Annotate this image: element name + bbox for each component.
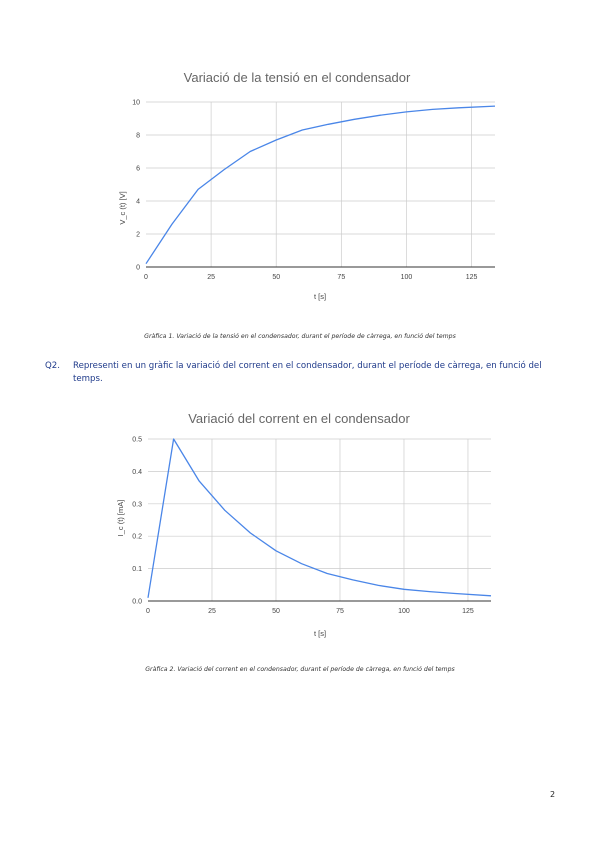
- voltage-chart-svg: [0, 60, 600, 310]
- chart-title: Variació del corrent en el condensador: [188, 411, 410, 426]
- y-tick-label: 0.3: [132, 501, 142, 509]
- caption-chart-2: Gràfica 2. Variació del corrent en el condensador, durant el període de càrrega, en funció del temps: [145, 666, 455, 673]
- x-tick-label: 0: [146, 608, 150, 615]
- x-tick-label: 25: [208, 608, 216, 615]
- x-tick-label: 25: [207, 274, 216, 281]
- y-tick-label: 0.5: [132, 436, 142, 444]
- chart-current: [0, 400, 600, 650]
- chart-voltage: [0, 60, 600, 310]
- x-tick-label: 125: [465, 274, 478, 281]
- caption-chart-1: Gràfica 1. Variació de la tensió en el condensador, durant el període de càrrega, en funció del temps: [144, 333, 456, 340]
- y-tick-label: 2: [136, 231, 140, 239]
- series-line: [146, 106, 495, 264]
- y-tick-label: 0.0: [132, 598, 142, 606]
- x-tick-label: 50: [272, 608, 280, 615]
- x-tick-label: 50: [272, 274, 281, 281]
- question-number: Q2.: [45, 361, 60, 371]
- current-chart-svg: [0, 400, 600, 650]
- y-tick-label: 0.4: [132, 468, 142, 476]
- y-tick-label: 4: [136, 198, 140, 206]
- x-tick-label: 100: [398, 608, 410, 615]
- y-tick-label: 0.1: [132, 566, 142, 574]
- y-axis-label: V_c (t) [V]: [118, 191, 127, 225]
- x-tick-label: 100: [400, 274, 413, 281]
- y-tick-label: 10: [132, 99, 140, 107]
- question-q2: [45, 360, 563, 386]
- x-tick-label: 75: [337, 274, 346, 281]
- y-tick-label: 8: [136, 132, 140, 140]
- series-line: [148, 439, 491, 598]
- page-number: 2: [550, 790, 556, 799]
- x-tick-label: 75: [336, 608, 344, 615]
- y-axis-label: I_c (t) [mA]: [116, 499, 125, 537]
- y-tick-label: 0: [136, 264, 140, 272]
- x-tick-label: 125: [462, 608, 474, 615]
- x-tick-label: 0: [144, 274, 148, 281]
- y-tick-label: 6: [136, 165, 140, 173]
- y-tick-label: 0.2: [132, 533, 142, 541]
- question-text: Representi en un gràfic la variació del corrent en el condensador, durant el període de càrrega, en funció del temps.: [73, 361, 542, 384]
- x-axis-label: t [s]: [313, 292, 327, 301]
- x-axis-label: t [s]: [313, 629, 327, 638]
- chart-title: Variació de la tensió en el condensador: [183, 70, 411, 85]
